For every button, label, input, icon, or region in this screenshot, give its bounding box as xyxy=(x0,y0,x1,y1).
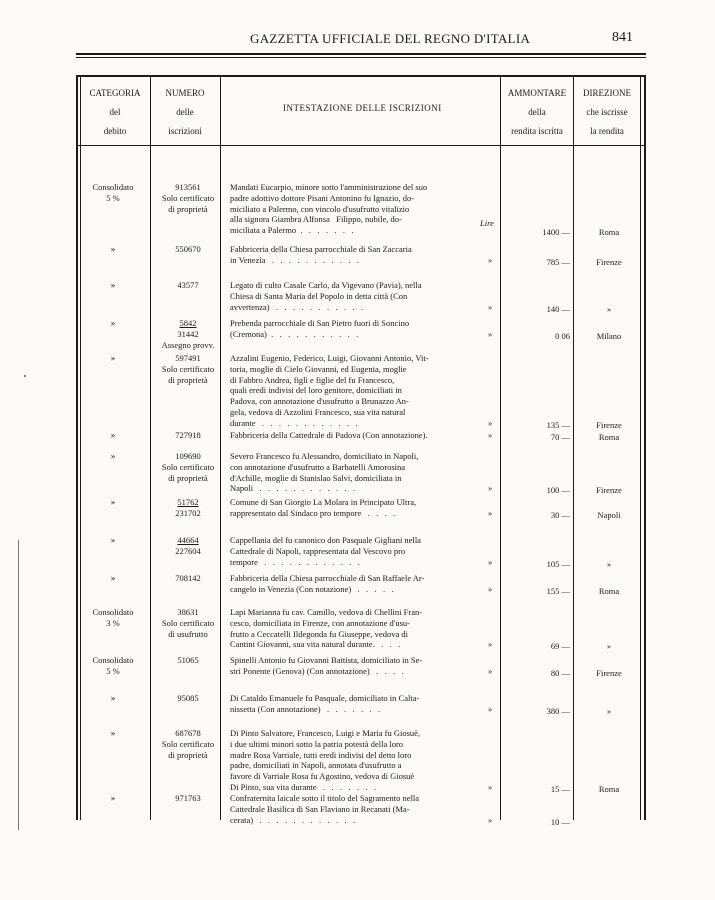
categoria-cell: » xyxy=(110,353,116,363)
ammontare-cell: 135 — xyxy=(546,419,570,430)
ditto-mark: » xyxy=(488,556,493,567)
col-head-categoria: CATEGORIA del debito xyxy=(89,88,141,136)
intestazione-line: Cappellania del fu canonico don Pasquale Gigliani nella xyxy=(230,535,421,545)
margin-line xyxy=(18,540,19,830)
ammontare-cell: 70 — xyxy=(550,432,570,442)
direzione-cell: Firenze xyxy=(596,419,622,430)
direzione-cell: Milano xyxy=(596,330,622,341)
categoria-cell: » xyxy=(110,280,116,290)
intestazione-line: Chiesa di Santa Maria del Popolo in detta città (Con xyxy=(230,290,408,301)
table-top-rule xyxy=(76,75,646,77)
numero-cell: di proprietà xyxy=(168,374,208,385)
categoria-cell: 5 % xyxy=(106,665,120,676)
direzione-cell: Roma xyxy=(598,585,620,596)
header-rule-thin xyxy=(76,57,646,58)
numero-cell: Solo certificato xyxy=(161,738,215,749)
numero-cell: 550670 xyxy=(175,244,201,254)
intestazione-line: Prebenda parrocchiale di San Pietro fuori di Soncino xyxy=(230,318,410,328)
intestazione-line: Lapi Marianna fu cav. Camillo, vedova di Chellini Fran- xyxy=(230,607,423,617)
page-number: 841 xyxy=(612,30,633,45)
intestazione-line: Mandati Eucarpio, minore sotto l'amministrazione del suo xyxy=(230,182,428,192)
ditto-mark: » xyxy=(488,301,493,312)
col-head-ammontare: AMMONTARE della rendita iscritta xyxy=(507,88,567,136)
intestazione-line: Cattedrale di Napoli, rappresentata dal Vescovo pro xyxy=(230,545,406,556)
ammontare-cell: 15 — xyxy=(550,784,570,794)
intestazione-line: miciliata a Palermo . . . . . . . xyxy=(230,225,354,236)
numero-cell: 5842 xyxy=(179,318,197,328)
intestazione-line: Di Pinto Salvatore, Francesco, Luigi e Maria fu Giosuè, xyxy=(230,728,421,738)
intestazione-line: Severo Francesco fu Alessandro, domiciliato in Napoli, xyxy=(230,451,419,461)
intestazione-line: Napoli . . . . . . . . . . . . xyxy=(230,483,356,494)
intestazione-line: madre Rosa Varriale, tutti eredi indivisi del detto loro xyxy=(230,749,412,760)
numero-cell: 51762 xyxy=(177,497,199,507)
intestazione-line: cerata) . . . . . . . . . . . . xyxy=(230,814,356,825)
numero-cell: 727918 xyxy=(175,430,201,440)
categoria-cell: » xyxy=(110,693,116,703)
intestazione-line: Fabbriceria della Cattedrale di Padova (Con annotazione). xyxy=(230,430,428,440)
ammontare-cell: 10 — xyxy=(550,816,570,827)
intestazione-line: cangelo in Venezia (Con notazione) . . . . . xyxy=(230,583,394,594)
intestazione-line: d'Achille, moglie di Stanislao Salvi, domiciliata in xyxy=(230,472,402,483)
numero-cell: 913561 xyxy=(175,182,201,192)
numero-cell: Solo certificato xyxy=(161,192,215,203)
categoria-cell: » xyxy=(110,728,116,738)
intestazione-line: rappresentato dal Sindaco pro tempore . . . . xyxy=(230,507,396,518)
ammontare-cell: 785 — xyxy=(546,256,570,267)
categoria-cell: 3 % xyxy=(106,617,120,628)
numero-cell: Solo certificato xyxy=(161,363,215,374)
intestazione-line: Fabbriceria della Chiesa parrocchiale di San Raffaele Ar- xyxy=(230,573,425,583)
ammontare-cell: 80 — xyxy=(550,667,570,678)
intestazione-line: (Cremona) . . . . . . . . . . . xyxy=(230,328,359,339)
intestazione-line: tempore . . . . . . . . . . . . xyxy=(230,556,360,567)
numero-cell: 31442 xyxy=(177,328,199,339)
numero-cell: 231702 xyxy=(175,507,201,518)
ditto-mark: » xyxy=(488,665,493,676)
ditto-mark: » xyxy=(488,328,493,339)
direzione-cell: Roma xyxy=(598,432,620,442)
direzione-cell: » xyxy=(606,303,612,314)
col-head-direzione: DIREZIONE che iscrisse la rendita xyxy=(583,88,631,136)
categoria-cell: » xyxy=(110,793,116,803)
categoria-cell: » xyxy=(110,318,116,328)
intestazione-line: Fabbriceria della Chiesa parrocchiale di San Zaccaria xyxy=(230,244,412,254)
numero-cell: 38631 xyxy=(177,607,199,617)
ditto-mark: » xyxy=(488,254,493,265)
categoria-cell: » xyxy=(110,497,116,507)
intestazione-line: di Fabbro Andrea, figli e figlie del fu Francesco, xyxy=(230,374,395,385)
intestazione-line: stri Ponente (Genova) (Con annotazione) . . . . xyxy=(230,665,404,676)
numero-cell: Solo certificato xyxy=(161,617,215,628)
intestazione-line: gela, vedova di Azzolini Francesco, sua vita natural xyxy=(230,407,406,417)
ditto-mark: » xyxy=(488,507,493,518)
numero-cell: di usufrutto xyxy=(168,628,208,639)
numero-cell: 227604 xyxy=(175,545,201,556)
intestazione-line: Comune di San Giorgio La Molara in Principato Ultra, xyxy=(230,497,417,507)
numero-cell: 44664 xyxy=(177,535,199,545)
categoria-cell: » xyxy=(110,535,116,545)
categoria-cell: 5 % xyxy=(106,192,120,203)
intestazione-line: Cantini Giovanni, sua vita natural durante. . . . xyxy=(230,639,401,650)
numero-cell: Assegno provv. xyxy=(161,339,215,350)
ammontare-cell: 105 — xyxy=(546,558,570,569)
table-border-right xyxy=(644,75,646,820)
intestazione-line: padre, domiciliati in Napoli, annotata d'usufrutto a xyxy=(230,760,402,771)
intestazione-line: Spinelli Antonio fu Giovanni Battista, domiciliato in Se- xyxy=(230,655,423,665)
categoria-cell: Consolidato xyxy=(92,655,134,665)
ditto-mark: » xyxy=(488,583,493,594)
numero-cell: 109690 xyxy=(175,451,201,461)
intestazione-line: alla signora Giambra Alfonsa Filippo, nubile, do- xyxy=(230,214,402,225)
categoria-cell: » xyxy=(110,430,116,440)
gazette-title: GAZZETTA UFFICIALE DEL REGNO D'ITALIA xyxy=(250,31,531,46)
margin-dot xyxy=(24,375,26,377)
numero-cell: di proprietà xyxy=(168,472,208,483)
numero-cell: 51065 xyxy=(177,655,199,665)
numero-cell: 43577 xyxy=(177,280,199,290)
direzione-cell: Firenze xyxy=(596,485,622,496)
ammontare-cell: 380 — xyxy=(546,705,570,716)
categoria-cell: » xyxy=(110,573,116,583)
ammontare-cell: 1400 — xyxy=(542,227,570,238)
intestazione-line: padre adottivo dottore Pisani Antonino fu Ignazio, do- xyxy=(230,192,415,203)
ditto-mark: » xyxy=(488,483,493,494)
intestazione-line: avvertenza) . . . . . . . . . . . xyxy=(230,301,364,312)
numero-cell: 95085 xyxy=(177,693,199,703)
intestazione-line: Cattedrale Basilica di San Flaviano in Recanati (Ma- xyxy=(230,803,410,814)
table-head-rule xyxy=(76,145,646,146)
numero-cell: 597491 xyxy=(175,353,201,363)
intestazione-line: cesco, domiciliata in Firenze, con annotazione d'usu- xyxy=(230,617,410,628)
intestazione-line: i due ultimi minori sotto la patria potestà della loro xyxy=(230,738,404,749)
ditto-mark: » xyxy=(488,639,493,650)
numero-cell: 687678 xyxy=(175,728,201,738)
intestazione-line: con annotazione d'usufrutto a Barbatelli Amorosina xyxy=(230,461,406,472)
ditto-mark: » xyxy=(488,430,493,440)
categoria-cell: Consolidato xyxy=(92,607,134,617)
direzione-cell: Firenze xyxy=(596,256,622,267)
direzione-cell: » xyxy=(606,705,612,716)
intestazione-line: Legato di culto Casale Carlo, da Vigevano (Pavia), nella xyxy=(230,280,422,290)
intestazione-line: nissetta (Con annotazione) . . . . . . . xyxy=(230,703,381,714)
intestazione-line: Padova, con annotazione d'usufrutto a Brunazzo An- xyxy=(230,396,409,407)
ammontare-cell: 0 06 xyxy=(555,330,570,341)
direzione-cell: Roma xyxy=(598,227,620,238)
intestazione-line: miciliato a Palermo, con vincolo d'usufrutto vitalizio xyxy=(230,203,410,214)
header-rule xyxy=(76,53,646,55)
ditto-mark: » xyxy=(488,417,493,428)
intestazione-line: Azzalini Eugenio, Federico, Luigi, Giovanni Antonio, Vit- xyxy=(230,353,429,363)
intestazione-line: Di Cataldo Emanuele fu Pasquale, domiciliato in Calta- xyxy=(230,693,420,703)
ammontare-cell: 140 — xyxy=(546,303,570,314)
intestazione-line: frutto a Ceccatelli Ildegonda fu Giuseppe, vedova di xyxy=(230,628,408,639)
ditto-mark: » xyxy=(488,703,493,714)
col-sep-3 xyxy=(500,77,501,820)
intestazione-line: Confraternita laicale sotto il titolo del Sagramento nella xyxy=(230,793,420,803)
ammontare-cell: 30 — xyxy=(550,509,570,520)
direzione-cell: » xyxy=(606,558,612,569)
categoria-cell: » xyxy=(110,244,116,254)
numero-cell: di proprietà xyxy=(168,203,208,214)
numero-cell: di proprietà xyxy=(168,749,208,760)
direzione-cell: » xyxy=(606,641,612,652)
intestazione-line: toria, moglie di Cielo Giovanni, ed Eugenia, moglie xyxy=(230,363,407,374)
col-head-numero: NUMERO delle iscrizioni xyxy=(165,88,205,136)
categoria-cell: Consolidato xyxy=(92,182,134,192)
ditto-mark: » xyxy=(488,814,493,825)
ammontare-cell: 100 — xyxy=(546,485,570,496)
numero-cell: 971763 xyxy=(175,793,201,803)
intestazione-line: quali eredi indivisi del loro genitore, domiciliati in xyxy=(230,385,402,396)
col-sep-4 xyxy=(573,77,574,820)
intestazione-line: favore di Varriale Rosa fu Agostino, vedova di Giosuè xyxy=(230,771,415,782)
ammontare-cell: 69 — xyxy=(550,641,570,652)
numero-cell: Solo certificato xyxy=(161,461,215,472)
col-head-intestazione: INTESTAZIONE DELLE ISCRIZIONI xyxy=(283,103,442,113)
ditto-mark: » xyxy=(488,782,493,792)
direzione-cell: Napoli xyxy=(597,509,621,520)
direzione-cell: Roma xyxy=(598,784,620,794)
direzione-cell: Firenze xyxy=(596,667,622,678)
ammontare-cell: 155 — xyxy=(546,585,570,596)
categoria-cell: » xyxy=(110,451,116,461)
numero-cell: 708142 xyxy=(175,573,201,583)
intestazione-line: durante . . . . . . . . . . . . xyxy=(230,417,358,428)
col-sep-1 xyxy=(150,77,151,820)
currency-label: Lire xyxy=(480,218,494,228)
intestazione-line: in Venezia . . . . . . . . . . . xyxy=(230,254,359,265)
intestazione-line: Di Pinto, sua vita durante . . . . . . . xyxy=(230,782,377,792)
